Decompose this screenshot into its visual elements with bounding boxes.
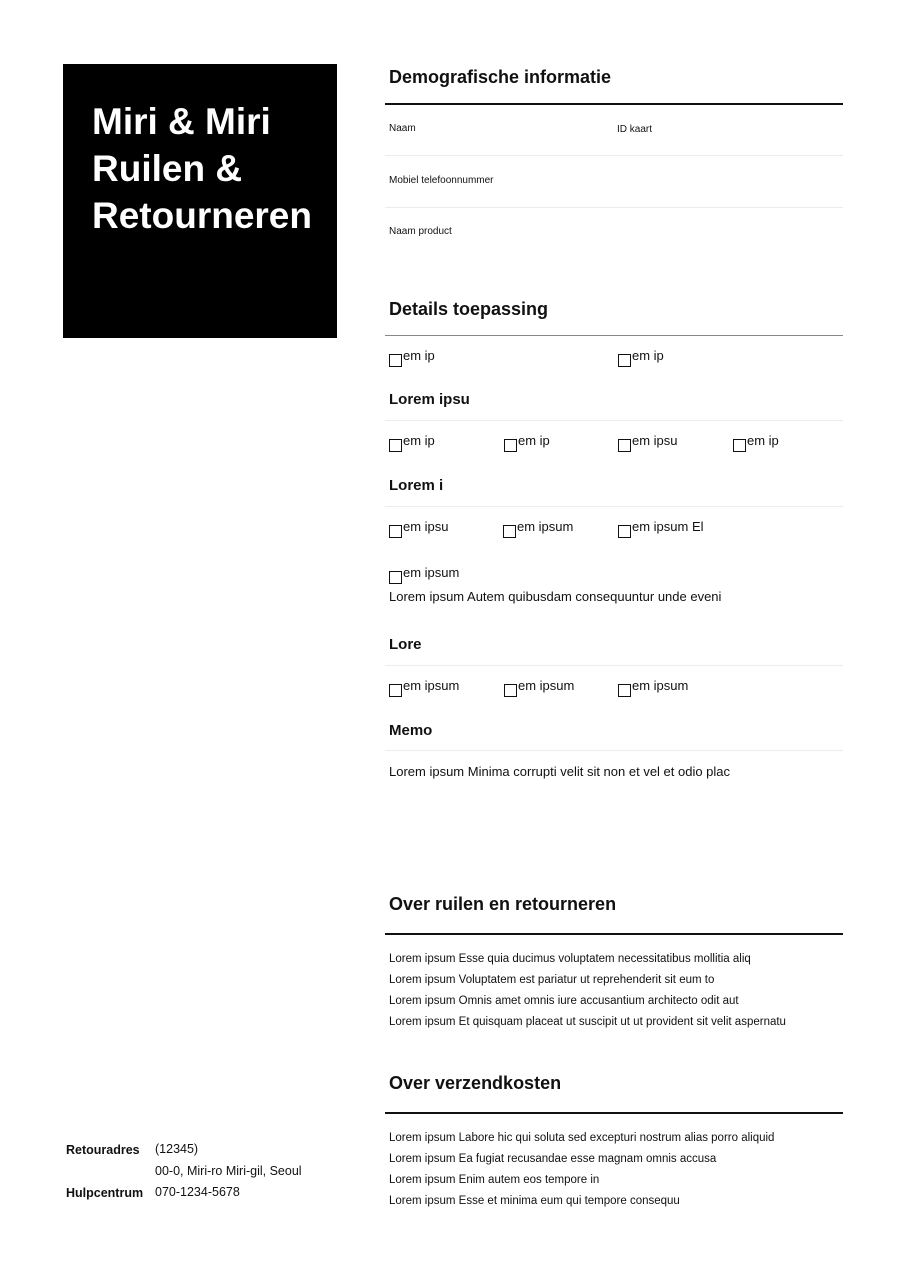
- checkbox-icon[interactable]: [389, 571, 402, 584]
- checkbox-icon[interactable]: [503, 525, 516, 538]
- checkbox-icon[interactable]: [389, 354, 402, 367]
- checkbox-icon[interactable]: [389, 684, 402, 697]
- checkbox-option[interactable]: [618, 678, 688, 697]
- checkbox-label: em ip: [518, 433, 550, 448]
- checkbox-label: em ipsum: [517, 519, 574, 534]
- memo-heading: Memo: [389, 722, 433, 739]
- checkbox-label: em ip: [403, 433, 435, 448]
- checkbox-option[interactable]: [389, 519, 449, 538]
- shipping-line: Lorem ipsum Esse et minima eum qui tempore consequu: [389, 1195, 680, 1207]
- checkbox-label: em ip: [403, 348, 435, 363]
- checkbox-option[interactable]: [389, 348, 435, 367]
- exchange-line: Lorem ipsum Esse quia ducimus voluptatem necessitatibus mollitia aliq: [389, 953, 751, 965]
- checkbox-label: em ip: [747, 433, 779, 448]
- checkbox-icon[interactable]: [618, 439, 631, 452]
- help-center-phone: 070-1234-5678: [155, 1185, 240, 1199]
- group-divider: [385, 665, 843, 666]
- checkbox-option[interactable]: [733, 433, 779, 452]
- demographics-heading: Demografische informatie: [389, 67, 612, 87]
- checkbox-option[interactable]: [618, 433, 678, 452]
- exchange-divider: [385, 933, 843, 935]
- checkbox-icon[interactable]: [618, 525, 631, 538]
- checkbox-icon[interactable]: [389, 439, 402, 452]
- checkbox-option[interactable]: [389, 433, 435, 452]
- checkbox-icon[interactable]: [389, 525, 402, 538]
- checkbox-icon[interactable]: [504, 439, 517, 452]
- title-block: [63, 64, 337, 338]
- product-name-field[interactable]: Naam product: [389, 226, 452, 237]
- title-line-2: Ruilen &: [92, 148, 243, 189]
- field-divider: [385, 207, 843, 208]
- application-heading: Details toepassing: [389, 299, 549, 319]
- id-card-field[interactable]: ID kaart: [617, 124, 653, 135]
- checkbox-label: em ipsu: [403, 519, 449, 534]
- return-address-label: Retouradres: [66, 1143, 140, 1157]
- group-divider: [385, 420, 843, 421]
- group-heading: Lore: [389, 636, 422, 653]
- shipping-line: Lorem ipsum Enim autem eos tempore in: [389, 1174, 600, 1186]
- checkbox-label: em ipsum: [518, 678, 575, 693]
- shipping-divider: [385, 1112, 843, 1114]
- mobile-field[interactable]: Mobiel telefoonnummer: [389, 175, 494, 186]
- exchange-line: Lorem ipsum Voluptatem est pariatur ut reprehenderit sit eum to: [389, 974, 715, 986]
- checkbox-icon[interactable]: [733, 439, 746, 452]
- help-center-label: Hulpcentrum: [66, 1186, 144, 1200]
- group-divider: [385, 506, 843, 507]
- checkbox-option[interactable]: [389, 565, 459, 584]
- checkbox-option[interactable]: [504, 433, 550, 452]
- checkbox-option[interactable]: [504, 678, 574, 697]
- checkbox-label: em ipsum: [632, 678, 689, 693]
- exchange-heading: Over ruilen en retourneren: [389, 894, 617, 914]
- title-line-3: Retourneren: [92, 195, 312, 236]
- checkbox-label: em ipsum El: [632, 519, 704, 534]
- checkbox-label: em ipsum: [403, 565, 460, 580]
- checkbox-option[interactable]: [618, 348, 664, 367]
- checkbox-icon[interactable]: [618, 354, 631, 367]
- return-address: 00-0, Miri-ro Miri-gil, Seoul: [155, 1164, 302, 1178]
- checkbox-label: em ip: [632, 348, 664, 363]
- application-divider: [385, 335, 843, 336]
- shipping-line: Lorem ipsum Labore hic qui soluta sed excepturi nostrum alias porro aliquid: [389, 1132, 775, 1144]
- checkbox-icon[interactable]: [504, 684, 517, 697]
- checkbox-icon[interactable]: [618, 684, 631, 697]
- checkbox-label: em ipsu: [632, 433, 678, 448]
- group-heading: Lorem i: [389, 477, 444, 494]
- group-note: Lorem ipsum Autem quibusdam consequuntur unde eveni: [389, 589, 722, 604]
- demographics-divider: [385, 103, 843, 105]
- checkbox-option[interactable]: [389, 678, 459, 697]
- exchange-line: Lorem ipsum Omnis amet omnis iure accusantium architecto odit aut: [389, 995, 739, 1007]
- memo-divider: [385, 750, 843, 751]
- name-field[interactable]: Naam: [389, 123, 416, 134]
- shipping-line: Lorem ipsum Ea fugiat recusandae esse magnam omnis accusa: [389, 1153, 717, 1165]
- field-divider: [385, 155, 843, 156]
- checkbox-label: em ipsum: [403, 678, 460, 693]
- exchange-line: Lorem ipsum Et quisquam placeat ut suscipit ut ut provident sit velit aspernatu: [389, 1016, 786, 1028]
- checkbox-option[interactable]: [503, 519, 573, 538]
- title-line-1: Miri & Miri: [92, 101, 271, 142]
- memo-text[interactable]: Lorem ipsum Minima corrupti velit sit non et vel et odio plac: [389, 764, 731, 779]
- checkbox-option[interactable]: [618, 519, 704, 538]
- postal-code: (12345): [155, 1142, 199, 1156]
- shipping-heading: Over verzendkosten: [389, 1073, 562, 1093]
- group-heading: Lorem ipsu: [389, 391, 470, 408]
